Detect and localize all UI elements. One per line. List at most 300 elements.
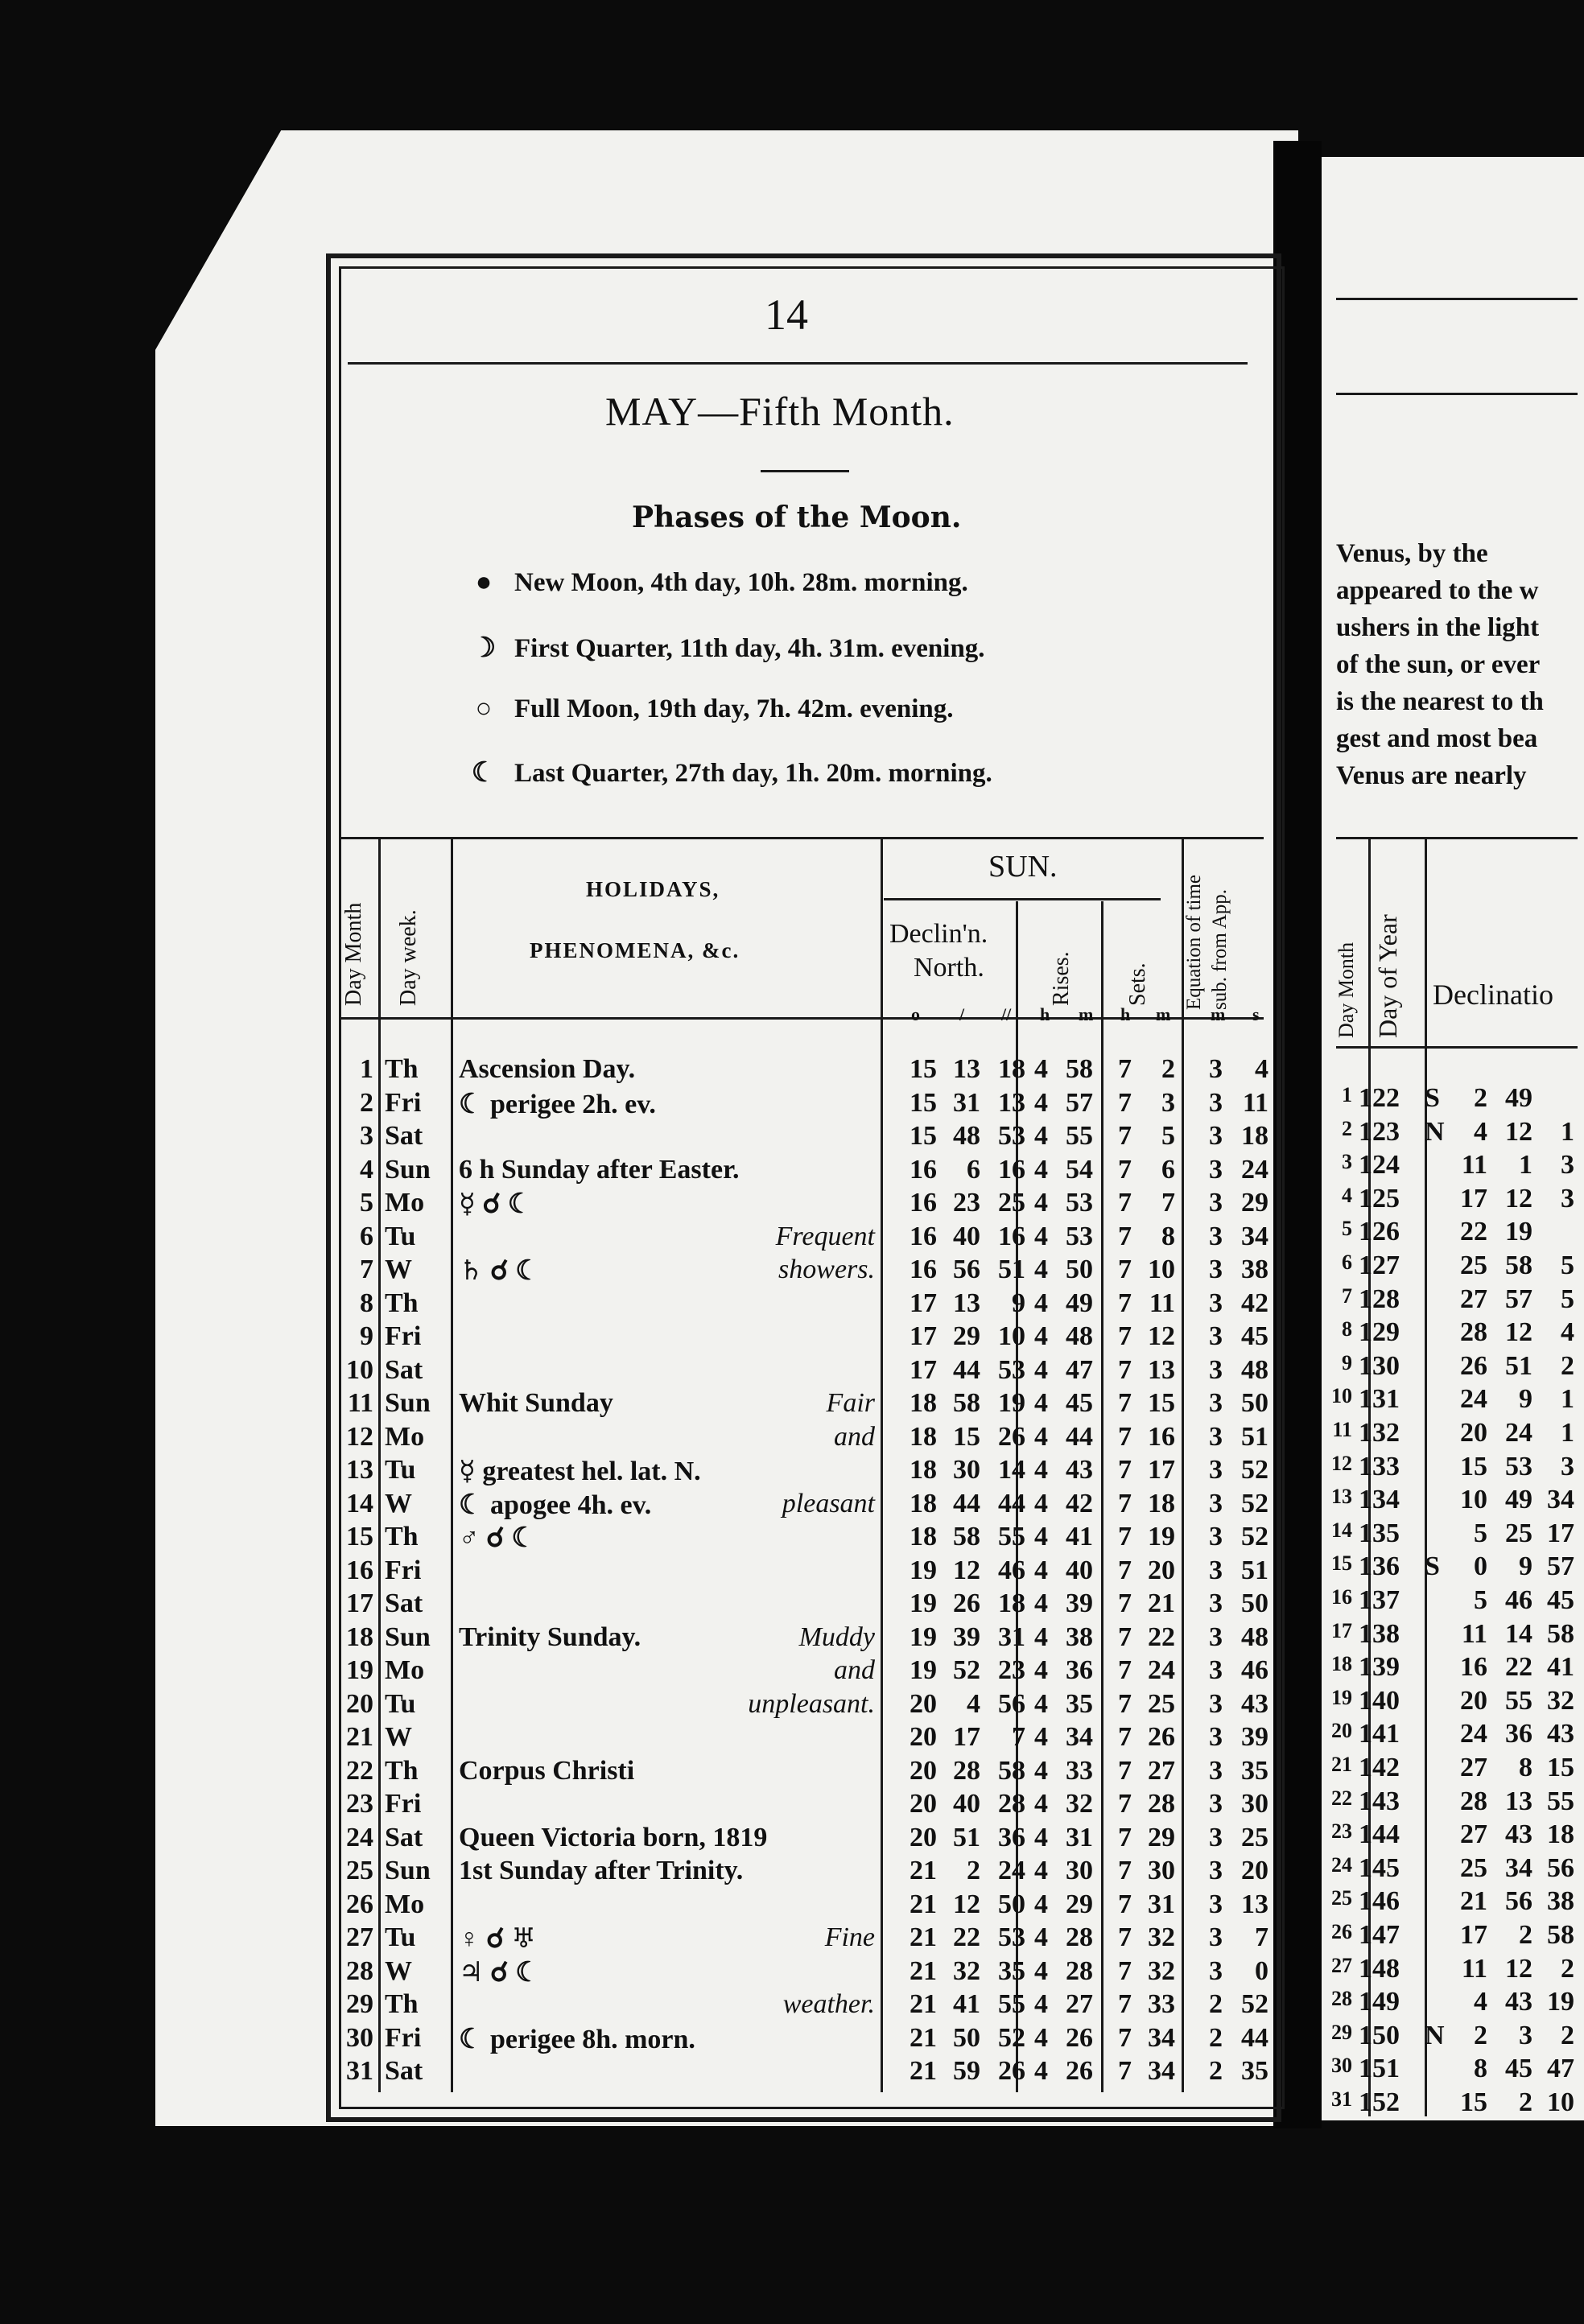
- day-of-week: Mo: [385, 1188, 425, 1218]
- day-of-month: 2: [360, 1087, 373, 1118]
- sunset-hour: 7: [1118, 1221, 1132, 1251]
- day-of-week: Sun: [385, 1856, 431, 1885]
- sunrise-hour: 4: [1034, 1588, 1048, 1618]
- equation-seconds: 52: [1241, 1455, 1268, 1485]
- sunrise-minute: 43: [1066, 1455, 1093, 1485]
- equation-minutes: 3: [1209, 1856, 1223, 1885]
- day-of-week: Th: [385, 1989, 419, 2019]
- declination-seconds: 56: [998, 1688, 1025, 1719]
- day-of-year: 140: [1359, 1685, 1400, 1716]
- sunrise-minute: 26: [1066, 2022, 1093, 2053]
- declination-seconds: 16: [998, 1154, 1025, 1185]
- equation-seconds: 13: [1241, 1889, 1268, 1919]
- equation-seconds: 35: [1241, 2056, 1268, 2086]
- declination-degrees: 8: [1474, 2054, 1487, 2084]
- declination-seconds: 52: [998, 2022, 1025, 2053]
- unit-minute: /: [959, 1004, 965, 1024]
- declination-minutes: 50: [953, 2022, 980, 2053]
- sunset-minute: 27: [1148, 1755, 1175, 1786]
- header-phenomena: PHENOMENA, &c.: [530, 938, 740, 962]
- declination-seconds: 18: [998, 1588, 1025, 1618]
- declination-degrees: 25: [1460, 1852, 1487, 1883]
- declination-seconds: 28: [998, 1789, 1025, 1819]
- equation-minutes: 3: [1209, 1588, 1223, 1618]
- table-row: [1318, 1083, 1576, 1117]
- declination-degrees: 18: [910, 1421, 937, 1452]
- declination-seconds: 44: [998, 1488, 1025, 1518]
- declination-minutes: 23: [953, 1188, 980, 1218]
- sunrise-hour: 4: [1034, 1354, 1048, 1385]
- declination-seconds: 7: [1012, 1722, 1025, 1752]
- sunrise-minute: 32: [1066, 1789, 1093, 1819]
- equation-seconds: 38: [1241, 1255, 1268, 1284]
- declination-seconds: 55: [998, 1989, 1025, 2019]
- unit-degree: o: [911, 1004, 920, 1024]
- declination-seconds: 26: [998, 1421, 1025, 1452]
- right-table-top-rule: [1336, 837, 1578, 839]
- day-of-week: Sun: [385, 1388, 431, 1418]
- sunset-hour: 7: [1118, 1722, 1132, 1752]
- declination-minutes: 4: [967, 1688, 980, 1719]
- sunset-hour: 7: [1118, 1822, 1132, 1852]
- day-of-week: W: [385, 1488, 412, 1518]
- declination-degrees: 4: [1474, 1987, 1487, 2017]
- right-header-rule: [1336, 1046, 1578, 1049]
- declination-degrees: 11: [1461, 1618, 1487, 1649]
- declination-minutes: 43: [1505, 1987, 1532, 2017]
- sunrise-minute: 48: [1066, 1321, 1093, 1351]
- phase-text: New Moon, 4th day, 10h. 28m. morning.: [514, 568, 968, 597]
- day-of-month: 15: [1331, 1551, 1352, 1576]
- sunrise-hour: 4: [1034, 1989, 1048, 2019]
- day-of-week: Sat: [385, 2056, 423, 2086]
- day-of-week: Th: [385, 1288, 419, 1318]
- weather-note: and: [834, 1421, 875, 1452]
- declination-degrees: 5: [1474, 1585, 1487, 1615]
- declination-seconds: 55: [998, 1522, 1025, 1551]
- declination-minutes: 13: [1505, 1786, 1532, 1816]
- declination-seconds: 5: [1561, 1284, 1574, 1314]
- declination-minutes: 49: [1505, 1485, 1532, 1515]
- table-row: [1318, 1652, 1576, 1686]
- declination-minutes: 13: [953, 1054, 980, 1084]
- day-of-month: 28: [346, 1955, 373, 1986]
- sunrise-minute: 34: [1066, 1722, 1093, 1752]
- sunset-hour: 7: [1118, 1455, 1132, 1485]
- table-top-rule: [340, 837, 1264, 839]
- declination-degrees: 20: [910, 1722, 937, 1752]
- declination-seconds: 34: [1547, 1485, 1574, 1515]
- equation-seconds: 52: [1241, 1989, 1268, 2019]
- day-of-month: 14: [1331, 1518, 1352, 1542]
- declination-minutes: 1: [1519, 1150, 1532, 1181]
- declination-seconds: 58: [1547, 1618, 1574, 1649]
- declination-minutes: 57: [1505, 1284, 1532, 1314]
- day-of-week: Tu: [385, 1221, 416, 1251]
- right-page-text-line: Venus, by the: [1336, 539, 1488, 568]
- table-row: [1318, 1518, 1576, 1552]
- day-of-month: 6: [1342, 1251, 1352, 1274]
- declination-minutes: 58: [953, 1388, 980, 1418]
- declination-minutes: 49: [1505, 1083, 1532, 1113]
- declination-degrees: 2: [1474, 1083, 1487, 1113]
- weather-note: unpleasant.: [748, 1688, 875, 1719]
- sunset-minute: 15: [1148, 1388, 1175, 1418]
- equation-minutes: 3: [1209, 1321, 1223, 1351]
- equation-minutes: 3: [1209, 1488, 1223, 1518]
- sunrise-hour: 4: [1034, 1522, 1048, 1551]
- sunrise-hour: 4: [1034, 1889, 1048, 1919]
- declination-seconds: 3: [1561, 1150, 1574, 1181]
- phase-text: First Quarter, 11th day, 4h. 31m. evening.: [514, 634, 985, 663]
- declination-minutes: 40: [953, 1221, 980, 1251]
- equation-seconds: 44: [1241, 2022, 1268, 2053]
- day-of-month: 15: [346, 1522, 373, 1551]
- holiday-phenomena: 1st Sunday after Trinity.: [459, 1856, 744, 1885]
- day-of-week: Fri: [385, 1321, 422, 1351]
- day-of-month: 17: [346, 1588, 373, 1618]
- equation-minutes: 2: [1209, 2056, 1223, 2086]
- day-of-week: Fri: [385, 1555, 422, 1585]
- sunrise-minute: 57: [1066, 1087, 1093, 1118]
- declination-degrees: 21: [910, 2056, 937, 2086]
- day-of-year: 125: [1359, 1183, 1400, 1214]
- phase-text: Full Moon, 19th day, 7h. 42m. evening.: [514, 694, 954, 723]
- equation-seconds: 25: [1241, 1822, 1268, 1852]
- sunset-hour: 7: [1118, 1154, 1132, 1185]
- sunrise-hour: 4: [1034, 1255, 1048, 1284]
- sunrise-hour: 4: [1034, 1955, 1048, 1986]
- day-of-month: 12: [1331, 1451, 1352, 1475]
- day-of-year: 146: [1359, 1886, 1400, 1917]
- sunrise-hour: 4: [1034, 1321, 1048, 1351]
- day-of-month: 16: [1331, 1585, 1352, 1609]
- declination-degrees: 27: [1460, 1819, 1487, 1850]
- unit-rise-minute: m: [1079, 1004, 1094, 1024]
- declination-degrees: 25: [1460, 1251, 1487, 1280]
- unit-eq-second: s: [1252, 1004, 1260, 1024]
- day-of-year: 148: [1359, 1953, 1400, 1984]
- day-of-month: 27: [1331, 1953, 1352, 1977]
- holiday-phenomena: ♂ ☌ ☾: [459, 1523, 536, 1553]
- sunset-minute: 16: [1148, 1421, 1175, 1452]
- declination-degrees: 20: [1460, 1685, 1487, 1716]
- first-quarter-icon: ☽: [471, 633, 497, 663]
- declination-minutes: 12: [1505, 1183, 1532, 1214]
- equation-seconds: 18: [1241, 1121, 1268, 1151]
- declination-minutes: 2: [1519, 1920, 1532, 1950]
- sunrise-hour: 4: [1034, 1488, 1048, 1518]
- declination-degrees: 10: [1460, 1485, 1487, 1515]
- table-row: [1318, 1384, 1576, 1418]
- equation-minutes: 3: [1209, 1722, 1223, 1752]
- sunrise-hour: 4: [1034, 1922, 1048, 1952]
- table-row: [1318, 1920, 1576, 1954]
- sunset-hour: 7: [1118, 1989, 1132, 2019]
- day-of-month: 22: [346, 1755, 373, 1786]
- equation-seconds: 35: [1241, 1755, 1268, 1786]
- holiday-phenomena: ♃ ☌ ☾: [459, 1957, 540, 1988]
- declination-minutes: 15: [953, 1421, 980, 1452]
- holiday-phenomena: ♄ ☌ ☾: [459, 1256, 540, 1286]
- declination-seconds: 51: [998, 1255, 1025, 1284]
- declination-degrees: 21: [910, 2022, 937, 2053]
- sunset-hour: 7: [1118, 1054, 1132, 1084]
- equation-seconds: 30: [1241, 1789, 1268, 1819]
- day-of-week: Mo: [385, 1421, 425, 1452]
- day-of-week: W: [385, 1255, 412, 1284]
- day-of-month: 14: [346, 1488, 373, 1518]
- header-north: North.: [914, 953, 984, 983]
- unit-set-minute: m: [1156, 1004, 1171, 1024]
- day-of-month: 1: [1342, 1083, 1352, 1106]
- equation-minutes: 3: [1209, 1154, 1223, 1185]
- phase-text: Last Quarter, 27th day, 1h. 20m. morning.: [514, 759, 992, 788]
- declination-minutes: 58: [1505, 1251, 1532, 1280]
- equation-minutes: 3: [1209, 1354, 1223, 1385]
- declination-seconds: 25: [998, 1188, 1025, 1218]
- table-row: [1318, 1217, 1576, 1251]
- declination-minutes: 56: [953, 1255, 980, 1284]
- declination-minutes: 24: [1505, 1418, 1532, 1448]
- equation-minutes: 3: [1209, 1455, 1223, 1485]
- page-title: MAY—Fifth Month.: [605, 389, 955, 434]
- sunrise-hour: 4: [1034, 1688, 1048, 1719]
- equation-minutes: 2: [1209, 2022, 1223, 2053]
- sunset-minute: 3: [1161, 1087, 1175, 1118]
- sunset-hour: 7: [1118, 1955, 1132, 1986]
- table-row: [1318, 1284, 1576, 1318]
- day-of-year: 132: [1359, 1418, 1400, 1448]
- day-of-month: 13: [346, 1455, 373, 1485]
- declination-direction: N: [1425, 1116, 1445, 1147]
- top-rule: [348, 362, 1248, 365]
- day-of-month: 18: [346, 1621, 373, 1652]
- declination-degrees: 15: [910, 1054, 937, 1084]
- declination-degrees: 2: [1474, 2020, 1487, 2050]
- right-page-text-line: of the sun, or ever: [1336, 650, 1541, 679]
- day-of-month: 10: [1331, 1384, 1352, 1408]
- header-rises: Rises.: [1049, 951, 1074, 1006]
- day-of-year: 129: [1359, 1317, 1400, 1348]
- declination-degrees: 15: [1460, 1451, 1487, 1481]
- declination-seconds: 3: [1561, 1183, 1574, 1214]
- equation-seconds: 51: [1241, 1555, 1268, 1585]
- equation-seconds: 45: [1241, 1321, 1268, 1351]
- equation-minutes: 3: [1209, 1087, 1223, 1118]
- declination-minutes: 36: [1505, 1719, 1532, 1749]
- holiday-phenomena: 6 h Sunday after Easter.: [459, 1154, 740, 1185]
- sunset-hour: 7: [1118, 1621, 1132, 1652]
- header-day-month: Day Month: [341, 902, 366, 1006]
- equation-seconds: 48: [1241, 1354, 1268, 1385]
- sunrise-minute: 41: [1066, 1522, 1093, 1551]
- declination-seconds: 2: [1561, 2020, 1574, 2050]
- sunset-minute: 2: [1161, 1054, 1175, 1084]
- weather-note: showers.: [778, 1255, 875, 1284]
- day-of-week: W: [385, 1955, 412, 1986]
- declination-seconds: 47: [1547, 2054, 1574, 2084]
- day-of-year: 130: [1359, 1350, 1400, 1381]
- declination-minutes: 52: [953, 1655, 980, 1685]
- sunrise-minute: 44: [1066, 1421, 1093, 1452]
- weather-note: Frequent: [775, 1221, 875, 1251]
- equation-seconds: 0: [1255, 1955, 1268, 1986]
- day-of-month: 21: [346, 1722, 373, 1752]
- phase-full-moon: [469, 694, 953, 724]
- table-row: [1318, 1117, 1576, 1151]
- holiday-phenomena: ☾ apogee 4h. ev.: [459, 1490, 652, 1520]
- declination-minutes: 53: [1505, 1451, 1532, 1481]
- declination-seconds: 57: [1547, 1551, 1574, 1582]
- header-sun: SUN.: [988, 850, 1058, 884]
- declination-seconds: 24: [998, 1856, 1025, 1885]
- equation-minutes: 3: [1209, 1221, 1223, 1251]
- declination-seconds: 43: [1547, 1719, 1574, 1749]
- declination-seconds: 18: [1547, 1819, 1574, 1850]
- sunrise-minute: 58: [1066, 1054, 1093, 1084]
- declination-seconds: 50: [998, 1889, 1025, 1919]
- declination-degrees: 19: [910, 1588, 937, 1618]
- sunset-hour: 7: [1118, 1087, 1132, 1118]
- declination-degrees: 11: [1461, 1953, 1487, 1984]
- equation-seconds: 50: [1241, 1388, 1268, 1418]
- table-row: [1318, 1987, 1576, 2021]
- sunset-minute: 33: [1148, 1989, 1175, 2019]
- declination-seconds: 5: [1561, 1251, 1574, 1280]
- declination-seconds: 23: [998, 1655, 1025, 1685]
- declination-minutes: 22: [953, 1922, 980, 1952]
- sunset-hour: 7: [1118, 1655, 1132, 1685]
- declination-seconds: 53: [998, 1354, 1025, 1385]
- sunset-minute: 24: [1148, 1655, 1175, 1685]
- table-row: [1318, 1954, 1576, 1988]
- declination-degrees: 17: [1460, 1183, 1487, 1214]
- declination-minutes: 9: [1519, 1551, 1532, 1582]
- table-row: [1318, 1452, 1576, 1485]
- declination-seconds: 19: [998, 1388, 1025, 1418]
- day-of-year: 133: [1359, 1451, 1400, 1481]
- day-of-week: Sat: [385, 1588, 423, 1618]
- declination-degrees: 17: [910, 1321, 937, 1351]
- equation-minutes: 3: [1209, 1889, 1223, 1919]
- sunset-minute: 7: [1161, 1188, 1175, 1218]
- declination-minutes: 25: [1505, 1518, 1532, 1548]
- sunset-hour: 7: [1118, 1354, 1132, 1385]
- declination-seconds: 17: [1547, 1518, 1574, 1548]
- day-of-week: Fri: [385, 2022, 422, 2053]
- day-of-year: 127: [1359, 1251, 1400, 1280]
- declination-degrees: 16: [910, 1188, 937, 1218]
- sunrise-hour: 4: [1034, 1621, 1048, 1652]
- sunset-minute: 20: [1148, 1555, 1175, 1585]
- equation-minutes: 3: [1209, 1922, 1223, 1952]
- declination-minutes: 32: [953, 1955, 980, 1986]
- sunset-hour: 7: [1118, 1488, 1132, 1518]
- sunset-hour: 7: [1118, 1555, 1132, 1585]
- sunset-minute: 25: [1148, 1688, 1175, 1719]
- day-of-week: Tu: [385, 1455, 416, 1485]
- declination-degrees: 21: [910, 1889, 937, 1919]
- sunrise-minute: 53: [1066, 1188, 1093, 1218]
- equation-minutes: 3: [1209, 1054, 1223, 1084]
- sun-header-rule: [884, 898, 1161, 900]
- declination-seconds: 36: [998, 1822, 1025, 1852]
- declination-seconds: 15: [1547, 1753, 1574, 1782]
- sunset-minute: 8: [1161, 1221, 1175, 1251]
- declination-minutes: 51: [1505, 1350, 1532, 1381]
- day-of-week: Fri: [385, 1789, 422, 1819]
- declination-seconds: 9: [1012, 1288, 1025, 1318]
- sunset-minute: 17: [1148, 1455, 1175, 1485]
- equation-seconds: 42: [1241, 1288, 1268, 1318]
- declination-minutes: 12: [1505, 1317, 1532, 1348]
- day-of-week: Tu: [385, 1688, 416, 1719]
- equation-minutes: 3: [1209, 1255, 1223, 1284]
- declination-degrees: 24: [1460, 1719, 1487, 1749]
- equation-seconds: 52: [1241, 1488, 1268, 1518]
- table-row: [1318, 2054, 1576, 2087]
- unit-second: //: [1001, 1004, 1012, 1024]
- sunset-minute: 30: [1148, 1856, 1175, 1885]
- sunrise-minute: 40: [1066, 1555, 1093, 1585]
- sunset-minute: 18: [1148, 1488, 1175, 1518]
- declination-degrees: 5: [1474, 1518, 1487, 1548]
- table-row: [1318, 1886, 1576, 1920]
- table-row: [1318, 1150, 1576, 1184]
- sunrise-hour: 4: [1034, 1288, 1048, 1318]
- equation-seconds: 11: [1242, 1087, 1268, 1118]
- equation-minutes: 3: [1209, 1555, 1223, 1585]
- table-row: [1318, 2087, 1576, 2121]
- equation-minutes: 3: [1209, 1121, 1223, 1151]
- right-header-day-year: Day of Year: [1373, 914, 1402, 1038]
- sunset-minute: 21: [1148, 1588, 1175, 1618]
- sunset-minute: 32: [1148, 1922, 1175, 1952]
- declination-degrees: 4: [1474, 1116, 1487, 1147]
- day-of-month: 10: [346, 1354, 373, 1385]
- declination-degrees: 17: [1460, 1920, 1487, 1950]
- sunrise-hour: 4: [1034, 1822, 1048, 1852]
- day-of-month: 9: [1342, 1350, 1352, 1374]
- day-of-month: 12: [346, 1421, 373, 1452]
- declination-seconds: 10: [998, 1321, 1025, 1351]
- declination-minutes: 41: [953, 1989, 980, 2019]
- declination-seconds: 31: [998, 1621, 1025, 1652]
- weather-note: Muddy: [798, 1621, 875, 1652]
- declination-seconds: 55: [1547, 1786, 1574, 1816]
- declination-minutes: 22: [1505, 1652, 1532, 1683]
- equation-seconds: 48: [1241, 1621, 1268, 1652]
- sunset-minute: 22: [1148, 1621, 1175, 1652]
- sunset-hour: 7: [1118, 1588, 1132, 1618]
- day-of-month: 25: [1331, 1886, 1352, 1910]
- weather-note: pleasant: [782, 1488, 875, 1518]
- sunset-hour: 7: [1118, 2022, 1132, 2053]
- declination-degrees: 17: [910, 1288, 937, 1318]
- equation-minutes: 3: [1209, 1789, 1223, 1819]
- declination-minutes: 26: [953, 1588, 980, 1618]
- day-of-month: 30: [346, 2022, 373, 2053]
- day-of-month: 7: [360, 1255, 373, 1284]
- day-of-week: Mo: [385, 1889, 425, 1919]
- day-of-week: W: [385, 1722, 412, 1752]
- declination-seconds: 16: [998, 1221, 1025, 1251]
- declination-degrees: 19: [910, 1655, 937, 1685]
- declination-seconds: 41: [1547, 1652, 1574, 1683]
- holiday-phenomena: Queen Victoria born, 1819: [459, 1822, 768, 1852]
- declination-minutes: 12: [953, 1555, 980, 1585]
